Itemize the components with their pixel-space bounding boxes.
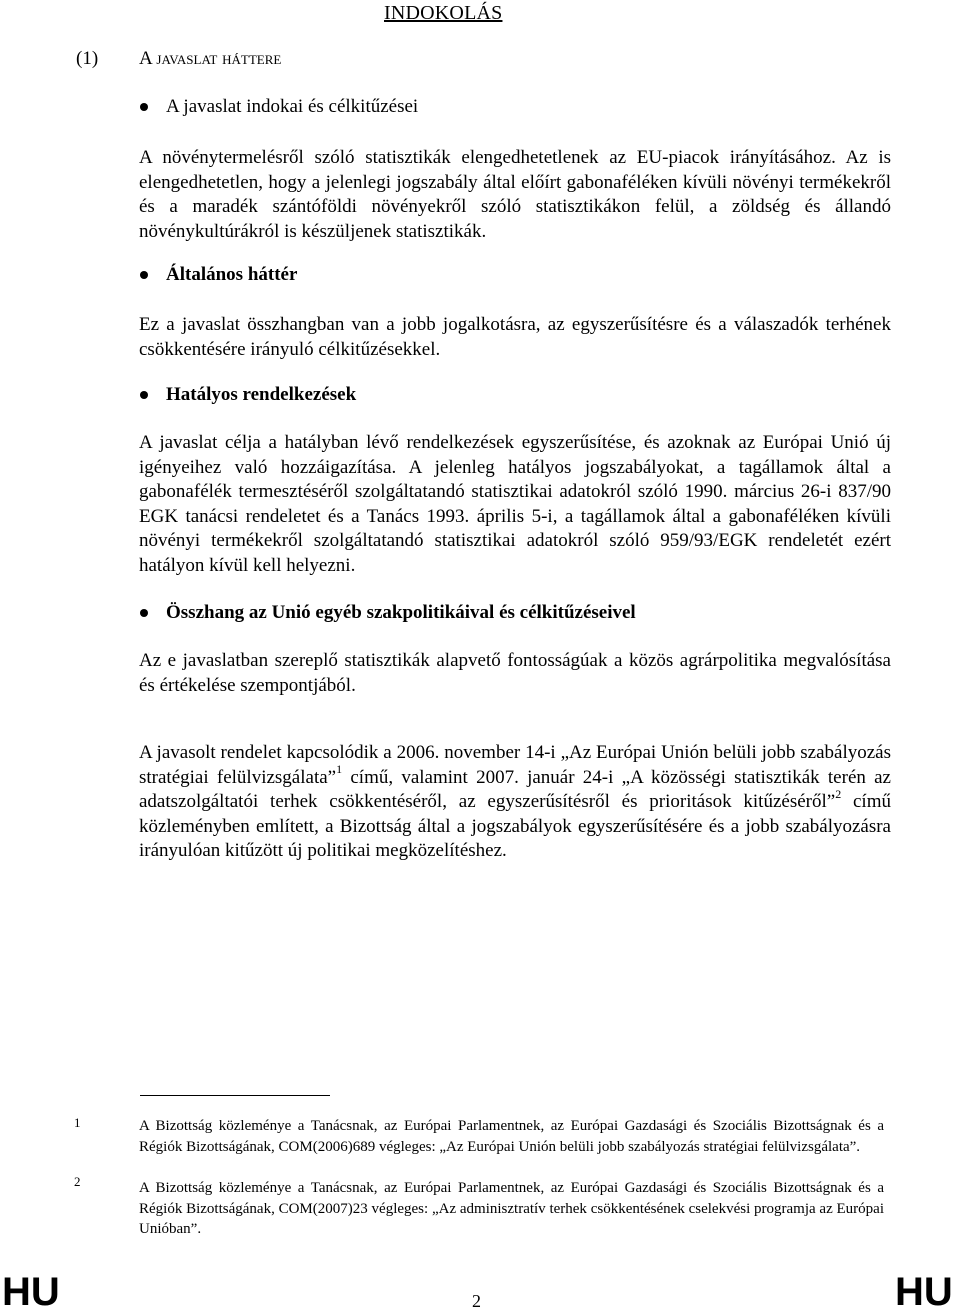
related-text: című, valamint 2007. január 24-i „A közösségi statisztikák terén az adatszolgáltatói terhek csökkentéséről, az egyszerűsítésről és prioritások kitűzéséről” [139,766,891,813]
bullet-heading: Összhang az Unió egyéb szakpolitikáival és célkitűzéseivel [166,602,636,623]
bullet-heading-row [139,96,418,118]
related-text: A javasolt rendelet kapcsolódik a 2006. november 14-i „Az Európai Unión belüli jobb szabályozás stratégiai felülvizsgálata” [139,742,891,788]
language-code-left: HU [2,1270,60,1314]
bullet-heading-row [139,602,636,624]
footnote-number: 1 [74,1115,81,1130]
paragraph: Az e javaslatban szereplő statisztikák alapvető fontosságúak a közös agrárpolitika megvalósítása és értékelése szempontjából. [139,650,891,696]
footnote-number: 2 [74,1174,81,1189]
bullet-heading: A javaslat indokai és célkitűzései [166,96,419,117]
bullet-heading-row [139,384,356,406]
footnote-text: A Bizottság közleménye a Tanácsnak, az Európai Parlamentnek, az Európai Gazdasági és Szociális Bizottságnak és a Régiók Bizottságának, COM(2007)23 végleges: „Az adminisztratív terhek csökkentésének cselekvési programja az Európai Unióban”. [139,1180,884,1237]
related-text: című közleményben említett, a Bizottság által a jogszabályok egyszerűsítésére és a jobb szabályozásra irányulóan kitűzött új politikai megközelítéshez. [139,791,891,862]
bullet-icon [140,609,148,617]
bullet-icon [140,391,148,399]
bullet-heading: Általános háttér [166,264,298,285]
footnote-divider [140,1095,330,1096]
footnote-ref: 1 [336,762,343,777]
footnote-text: A Bizottság közleménye a Tanácsnak, az Európai Parlamentnek, az Európai Gazdasági és Szociális Bizottságnak és a Régiók Bizottságának, COM(2006)689 végleges: „Az Európai Unión belüli jobb szabályozás stratégiai felülvizsgálata”. [139,1118,884,1155]
language-code-right: HU [895,1270,953,1314]
paragraph: Ez a javaslat összhangban van a jobb jogalkotásra, az egyszerűsítésre és a válaszadók terhének csökkentésére irányuló célkitűzésekkel. [139,314,891,360]
section-number: (1) [76,48,99,69]
bullet-heading-row [139,264,297,286]
paragraph: A növénytermelésről szóló statisztikák elengedhetetlenek az EU-piacok irányításához. Az is elengedhetetlen, hogy a jelenlegi jogszabály által előírt gabonaféléken kívüli növényi termékekről és a maradék szántóföldi növényekről szóló statisztikákon felül, a zöldség és állandó növénykultúrákról is készüljenek statisztikák. [139,147,891,242]
page-number: 2 [472,1291,481,1311]
document-title: INDOKOLÁS [384,2,503,24]
bullet-icon [140,103,148,111]
related-paragraph [139,741,891,864]
bullet-icon [140,271,148,279]
section-title: A javaslat háttere [139,48,282,69]
paragraph: A javaslat célja a hatályban lévő rendelkezések egyszerűsítése, és azoknak az Európai Unió új igényeihez való hozzáigazítása. A jelenleg hatályos jogszabályokat, a tagállamok által a gabonafélék termesztéséről szolgáltatandó statisztikai adatokról szóló 1990. március 26-i 837/90 EGK tanácsi rendeletet és a Tanács 1993. április 5-i, a tagállamok által a gabonaféléken kívüli növényi termékekről szolgáltatandó statisztikai adatokról szóló 959/93/EGK rendeletét ezért hatályon kívül kell helyezni. [139,432,891,576]
bullet-heading: Hatályos rendelkezések [166,384,357,405]
footnote-ref: 2 [835,786,842,801]
